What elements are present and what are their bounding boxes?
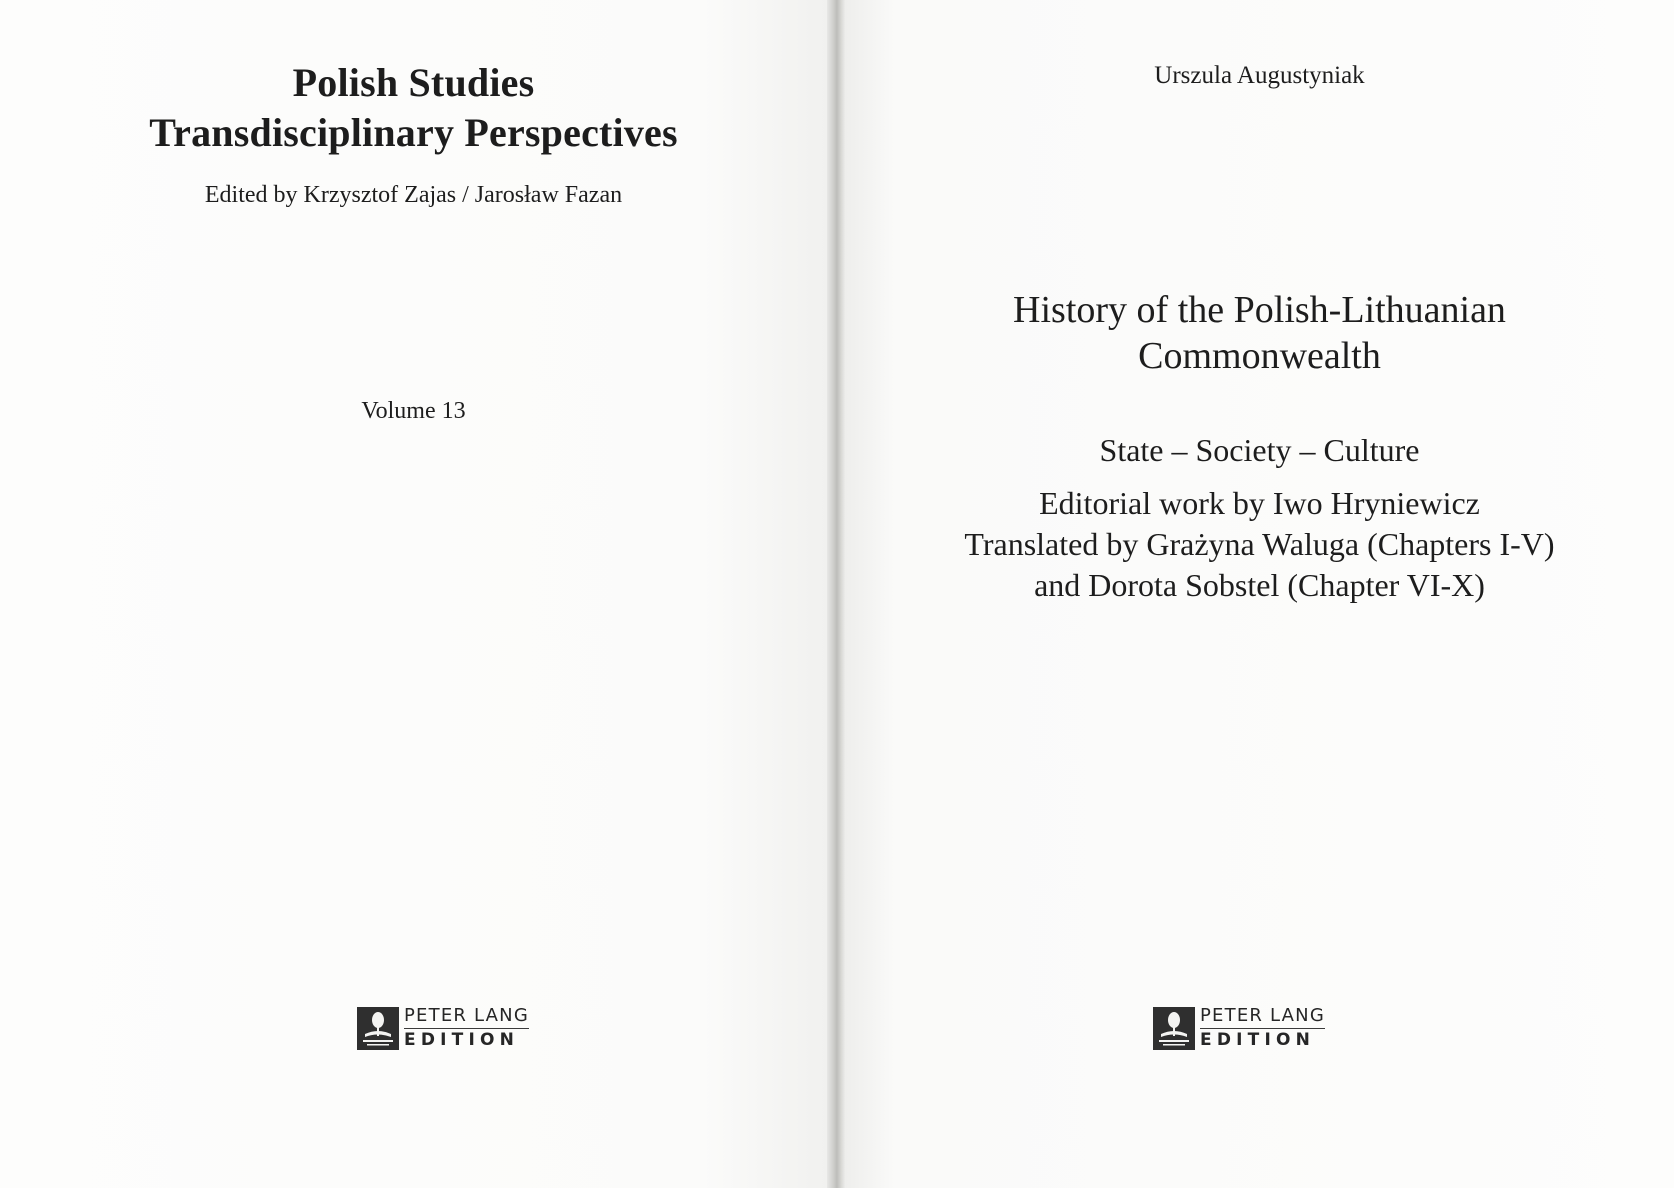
book-subtitle: State – Society – Culture (1099, 432, 1420, 468)
editorial-credit: Editorial work by Iwo Hryniewicz (1039, 485, 1480, 521)
publisher-wordmark (404, 1005, 529, 1051)
publisher-name: PETER LANG (1200, 1005, 1325, 1029)
publisher-imprint: EDITION (1200, 1030, 1316, 1050)
translation-credit-line-1: Translated by Grażyna Waluga (Chapters I-V) (964, 526, 1555, 562)
book-title-line-2: Commonwealth (1138, 335, 1381, 377)
publisher-name: PETER LANG (404, 1005, 529, 1029)
series-title-line-2: Transdisciplinary Perspectives (149, 110, 678, 155)
book-title-line-1: History of the Polish-Lithuanian (1013, 289, 1506, 331)
series-title (0, 58, 827, 158)
title-page (845, 0, 1674, 1188)
volume-number: Volume 13 (361, 398, 466, 424)
publisher-wordmark (1200, 1005, 1325, 1051)
series-editors: Edited by Krzysztof Zajas / Jarosław Fazan (204, 182, 623, 208)
series-page (0, 0, 827, 1188)
peter-lang-tree-logo-icon (357, 1007, 399, 1050)
publisher-imprint: EDITION (404, 1030, 520, 1050)
credits (845, 483, 1674, 606)
publisher-logo (1153, 1005, 1325, 1051)
book-gutter (827, 0, 845, 1188)
book-title (845, 287, 1674, 379)
peter-lang-tree-logo-icon (1153, 1007, 1195, 1050)
author-name: Urszula Augustyniak (1154, 62, 1365, 89)
publisher-logo (357, 1005, 529, 1051)
translation-credit-line-2: and Dorota Sobstel (Chapter VI-X) (1034, 567, 1485, 603)
series-title-line-1: Polish Studies (292, 60, 535, 105)
